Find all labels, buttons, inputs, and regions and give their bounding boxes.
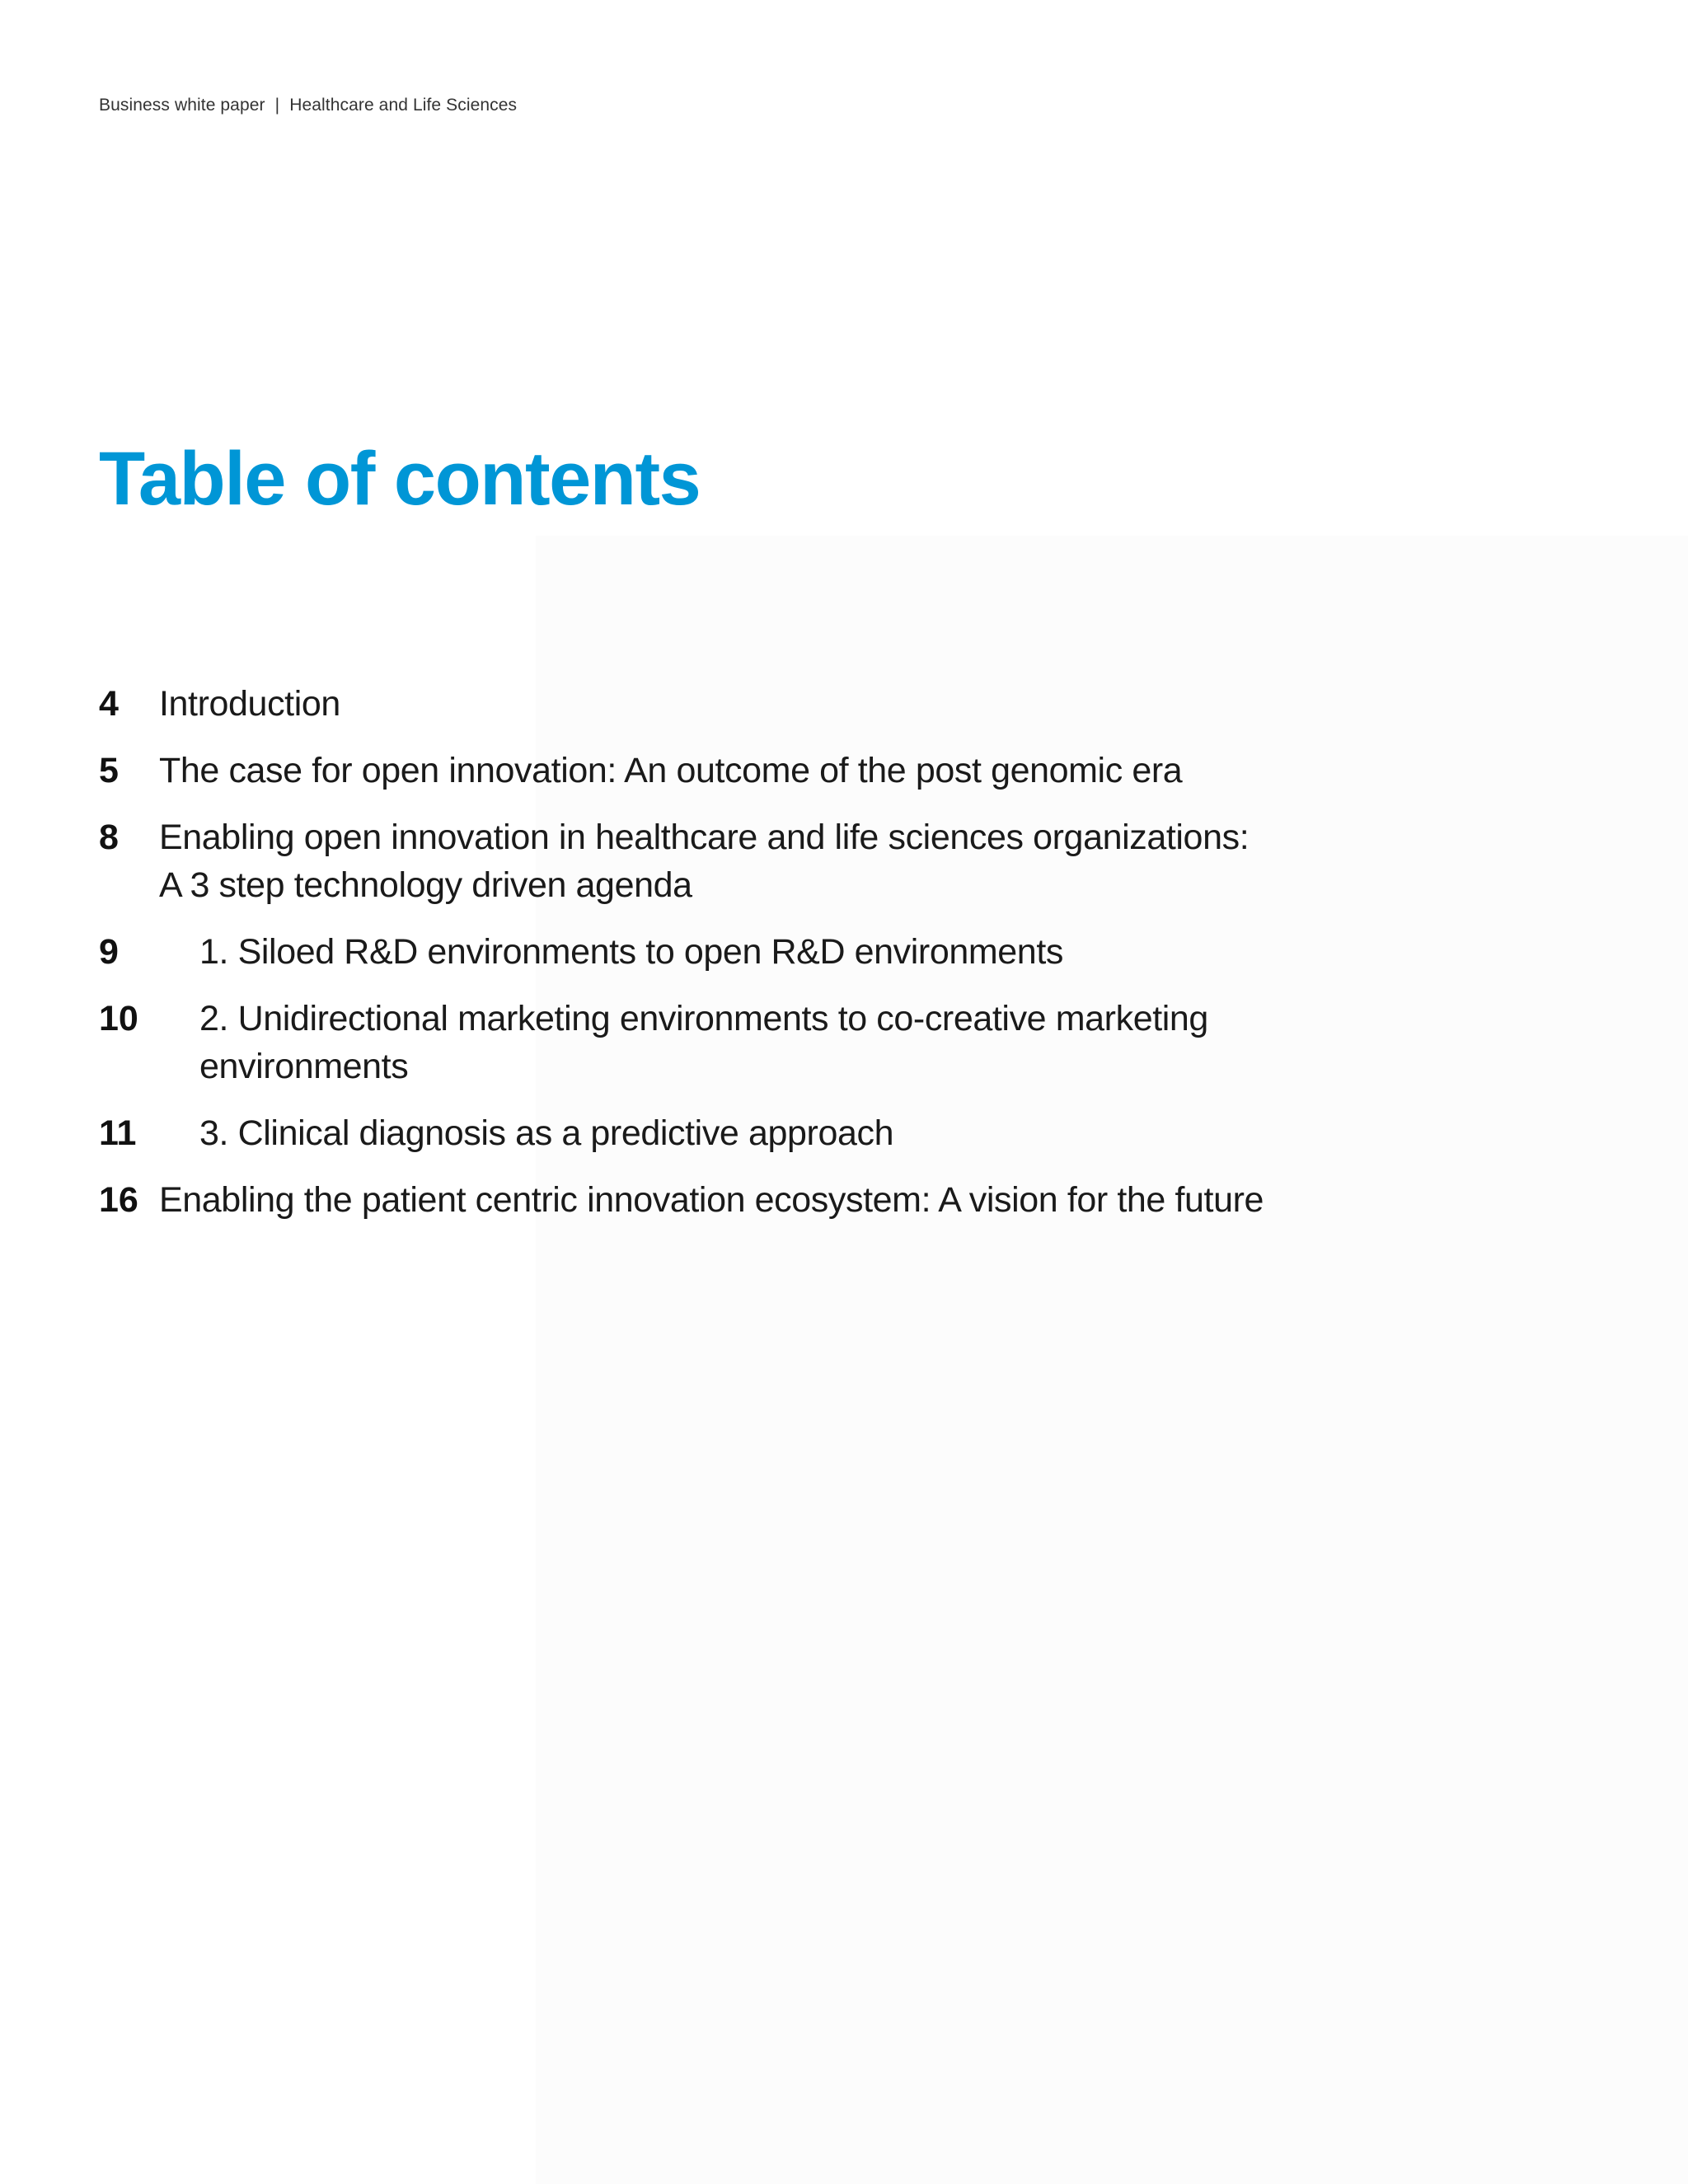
toc-page-number: 5 (99, 751, 119, 790)
toc-entry-line: 2. Unidirectional marketing environments to co-creative marketing (199, 999, 1208, 1038)
header-doc-type: Business white paper (99, 96, 265, 115)
toc-entry-line: Introduction (159, 684, 340, 724)
toc-page-number: 10 (99, 999, 138, 1038)
header-section: Healthcare and Life Sciences (289, 96, 518, 115)
toc-page-number: 4 (99, 684, 119, 724)
toc-entry-siloed-rd[interactable] (99, 928, 1418, 976)
toc-entry-title (159, 1176, 1418, 1224)
toc-entry-unidirectional-marketing[interactable] (99, 995, 1418, 1090)
toc-page-number: 11 (99, 1113, 137, 1153)
running-header (99, 96, 517, 115)
toc-entry-line: Enabling open innovation in healthcare and life sciences organizations: (159, 818, 1250, 857)
toc-entry-title (159, 747, 1418, 794)
table-of-contents (99, 680, 1418, 1243)
toc-entry-title (159, 995, 1418, 1090)
toc-page-number: 8 (99, 818, 119, 857)
toc-page-number: 16 (99, 1180, 138, 1220)
toc-entry-patient-centric-ecosystem[interactable] (99, 1176, 1418, 1224)
toc-entry-enabling-open-innovation[interactable] (99, 813, 1418, 909)
toc-entry-title (159, 680, 1418, 728)
toc-entry-case-for-open-innovation[interactable] (99, 747, 1418, 794)
toc-entry-line: Enabling the patient centric innovation ecosystem: A vision for the future (159, 1180, 1264, 1220)
toc-entry-title (159, 1109, 1418, 1157)
toc-entry-line: 1. Siloed R&D environments to open R&D environments (199, 932, 1063, 972)
toc-entry-line: The case for open innovation: An outcome of the post genomic era (159, 751, 1183, 790)
toc-entry-title (159, 813, 1418, 909)
toc-entry-line: A 3 step technology driven agenda (159, 865, 692, 905)
toc-entry-introduction[interactable] (99, 680, 1418, 728)
header-separator: | (274, 96, 280, 115)
toc-entry-line: 3. Clinical diagnosis as a predictive approach (199, 1113, 894, 1153)
toc-entry-clinical-diagnosis[interactable] (99, 1109, 1418, 1157)
toc-page-number: 9 (99, 932, 119, 972)
toc-entry-line: environments (199, 1047, 409, 1086)
toc-entry-title (159, 928, 1418, 976)
page-title: Table of contents (99, 437, 701, 521)
